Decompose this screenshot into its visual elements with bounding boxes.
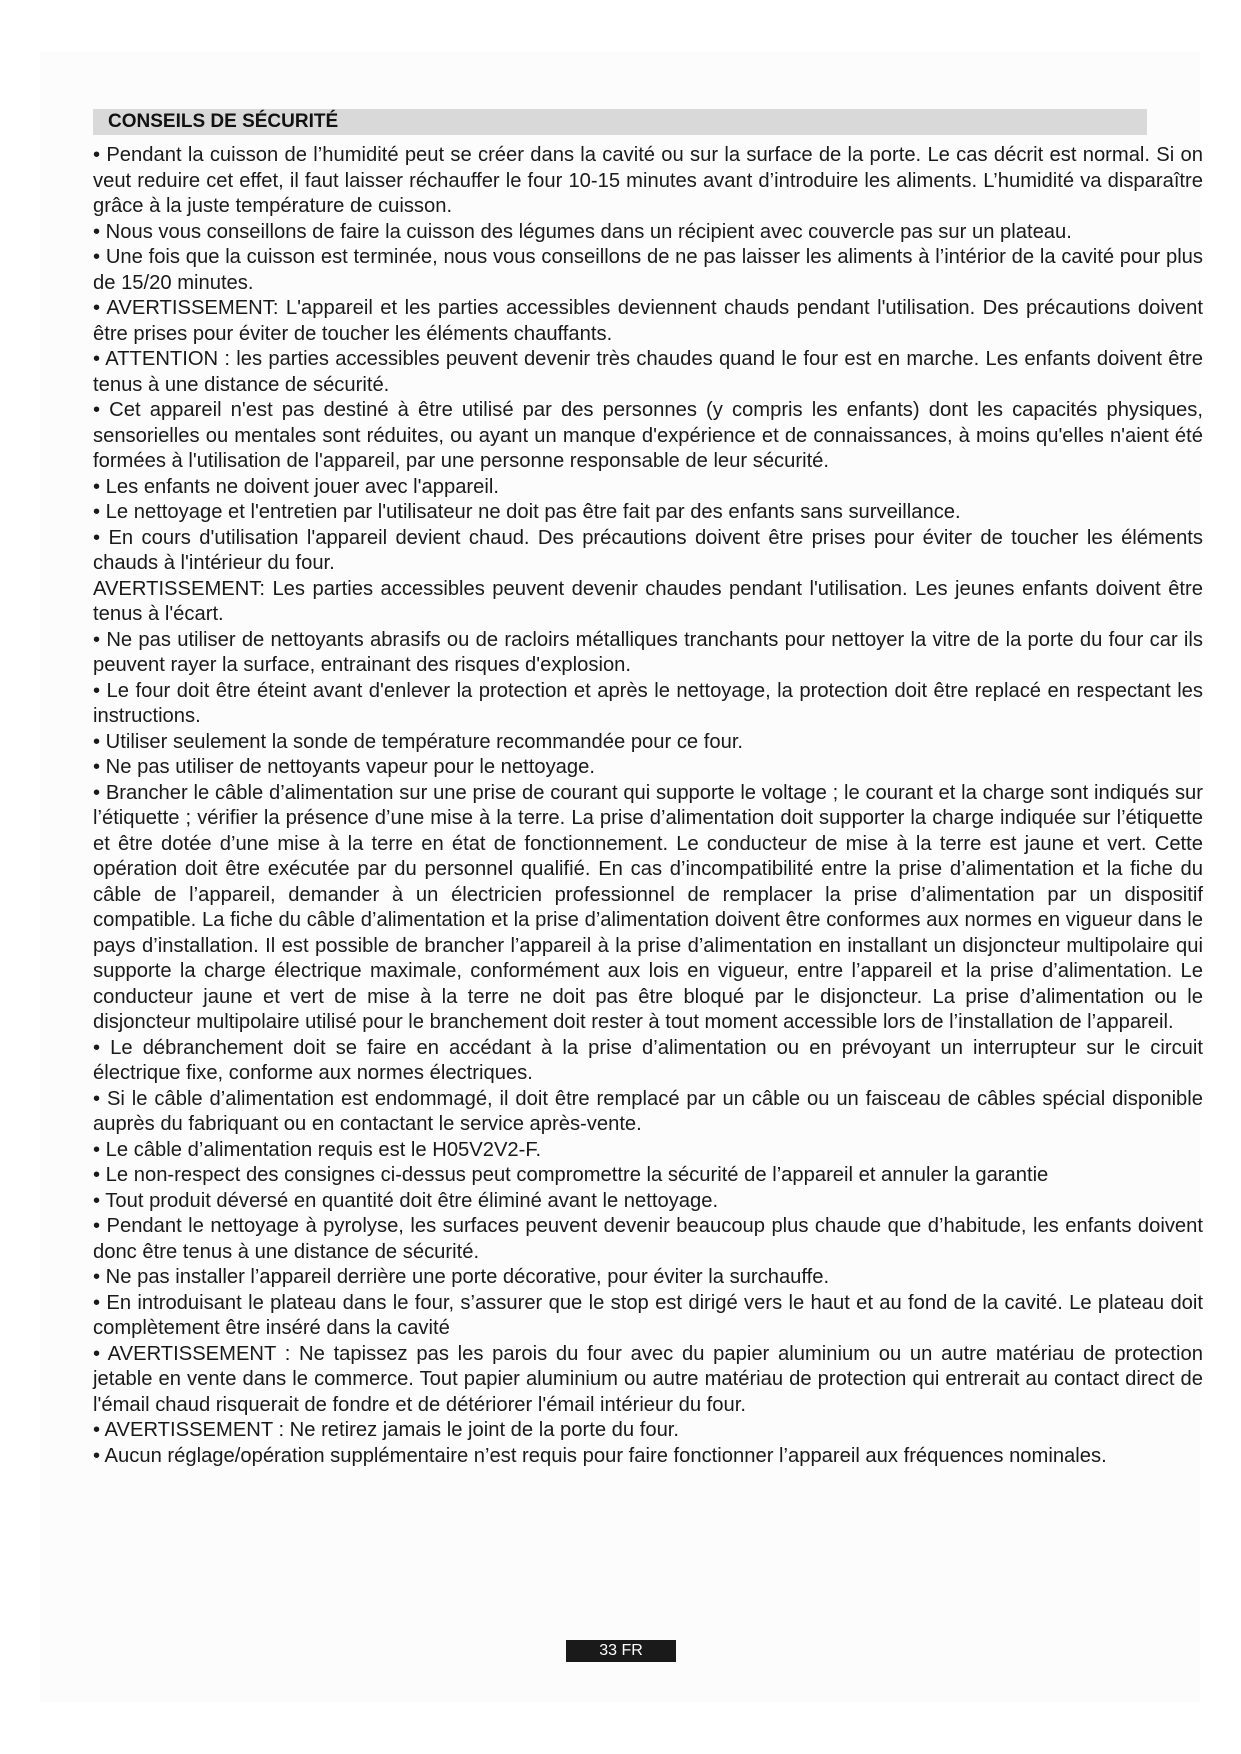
paragraph: • Le câble d’alimentation requis est le H05V2V2-F. [93, 1138, 542, 1161]
paragraph: • Pendant le nettoyage à pyrolyse, les surfaces peuvent devenir beaucoup plus chaude que d’habitude, les enfants doivent donc être tenus à une distance de sécurité. [93, 1215, 1203, 1263]
page-number: 33 FR [566, 1640, 676, 1662]
paragraph: • Si le câble d’alimentation est endommagé, il doit être remplacé par un câble ou un faisceau de câbles spécial disponible auprès du fabriquant ou en contactant le service après-vente. [93, 1087, 1203, 1135]
paragraph: • Aucun réglage/opération supplémentaire n’est requis pour faire fonctionner l’appareil aux fréquences nominales. [93, 1444, 1107, 1467]
paragraph: • Cet appareil n'est pas destiné à être utilisé par des personnes (y compris les enfants) dont les capacités physiques, sensorielles ou mentales sont réduites, ou ayant un manque d'expérience et de connaissances, à moins qu'elles n'aient été formées à l'utilisation de l'appareil, par une personne responsable de leur sécurité. [93, 399, 1203, 472]
paragraph: • Ne pas utiliser de nettoyants vapeur pour le nettoyage. [93, 756, 595, 778]
paragraph: • AVERTISSEMENT : Ne tapissez pas les parois du four avec du papier aluminium ou un autre matériau de protection jetable en vente dans le commerce. Tout papier aluminium ou autre matériau de protection qui entrerait au contact direct de l'émail chaud risquerait de fondre et de détériorer l'émail intérieur du four. [93, 1342, 1203, 1416]
paragraph: • Pendant la cuisson de l’humidité peut se créer dans la cavité ou sur la surface de la porte. Le cas décrit est normal. Si on veut reduire cet effet, il faut laisser réchauffer le four 10-15 minutes avant d’introduire les aliments. L’humidité va disparaître grâce à la juste température de cuisson. [93, 144, 1203, 217]
paragraph: • Brancher le câble d’alimentation sur une prise de courant qui supporte le voltage ; le courant et la charge sont indiqués sur l’étiquette ; vérifier la présence d’une mise à la terre. La prise d’alimentation doit supporter la charge indiquée sur l’étiquette et être dotée d’une mise à la terre en état de fonctionnement. Le conducteur de mise à la terre est jaune et vert. Cette opération doit être exécutée par du personnel qualifié. En cas d’incompatibilité entre la prise d’alimentation et la fiche du câble de l’appareil, demander à un électricien professionnel de remplacer la prise d’alimentation par un dispositif compatible. La fiche du câble d’alimentation et la prise d’alimentation doivent être conformes aux normes en vigueur dans le pays d’installation. Il est possible de brancher l’appareil à la prise d’alimentation en installant un disjoncteur multipolaire qui supporte la charge électrique maximale, conformément aux lois en vigueur, entre l’appareil et la prise d’alimentation. Le conducteur jaune et vert de mise à la terre ne doit pas être bloqué par le disjoncteur. La prise d’alimentation ou le disjoncteur multipolaire utilisé pour le branchement doit rester à tout moment accessible lors de l’installation de l’appareil. [93, 781, 1203, 1033]
paragraph: • Le non-respect des consignes ci-dessus peut compromettre la sécurité de l’appareil et annuler la garantie [93, 1164, 1049, 1186]
section-header: CONSEILS DE SÉCURITÉ [93, 109, 1147, 135]
paragraph: • En cours d'utilisation l'appareil devient chaud. Des précautions doivent être prises pour éviter de toucher les éléments chauds à l'intérieur du four. [93, 526, 1203, 574]
paragraph: • Le four doit être éteint avant d'enlever la protection et après le nettoyage, la protection doit être replacé en respectant les instructions. [93, 679, 1203, 727]
paragraph: • Tout produit déversé en quantité doit être éliminé avant le nettoyage. [93, 1189, 719, 1212]
paragraph: • AVERTISSEMENT: L'appareil et les parties accessibles deviennent chauds pendant l'utilisation. Des précautions doivent être prises pour éviter de toucher les éléments chauffants. [93, 297, 1203, 345]
paragraph: • Ne pas utiliser de nettoyants abrasifs ou de racloirs métalliques tranchants pour nettoyer la vitre de la porte du four car ils peuvent rayer la surface, entrainant des risques d'explosion. [93, 628, 1203, 676]
paragraph: • Nous vous conseillons de faire la cuisson des légumes dans un récipient avec couvercle pas sur un plateau. [93, 220, 1072, 243]
paragraph: • Le débranchement doit se faire en accédant à la prise d’alimentation ou en prévoyant un interrupteur sur le circuit électrique fixe, conforme aux normes électriques. [93, 1036, 1203, 1084]
paragraph: • En introduisant le plateau dans le four, s’assurer que le stop est dirigé vers le haut et au fond de la cavité. Le plateau doit complètement être inséré dans la cavité [93, 1291, 1203, 1339]
paragraph: • AVERTISSEMENT : Ne retirez jamais le joint de la porte du four. [93, 1419, 680, 1441]
paragraph: AVERTISSEMENT: Les parties accessibles peuvent devenir chaudes pendant l'utilisation. Les jeunes enfants doivent être tenus à l'écart. [93, 577, 1203, 625]
paragraph: • Le nettoyage et l'entretien par l'utilisateur ne doit pas être fait par des enfants sans surveillance. [93, 501, 961, 523]
safety-content [93, 143, 1203, 1469]
paragraph: • Les enfants ne doivent jouer avec l'appareil. [93, 475, 499, 498]
paragraph: • Une fois que la cuisson est terminée, nous vous conseillons de ne pas laisser les aliments à l’intérior de la cavité pour plus de 15/20 minutes. [93, 246, 1203, 294]
paragraph: • Ne pas installer l’appareil derrière une porte décorative, pour éviter la surchauffe. [93, 1266, 830, 1288]
paragraph: • Utiliser seulement la sonde de température recommandée pour ce four. [93, 730, 744, 753]
paragraph: • ATTENTION : les parties accessibles peuvent devenir très chaudes quand le four est en marche. Les enfants doivent être tenus à une distance de sécurité. [93, 348, 1203, 396]
